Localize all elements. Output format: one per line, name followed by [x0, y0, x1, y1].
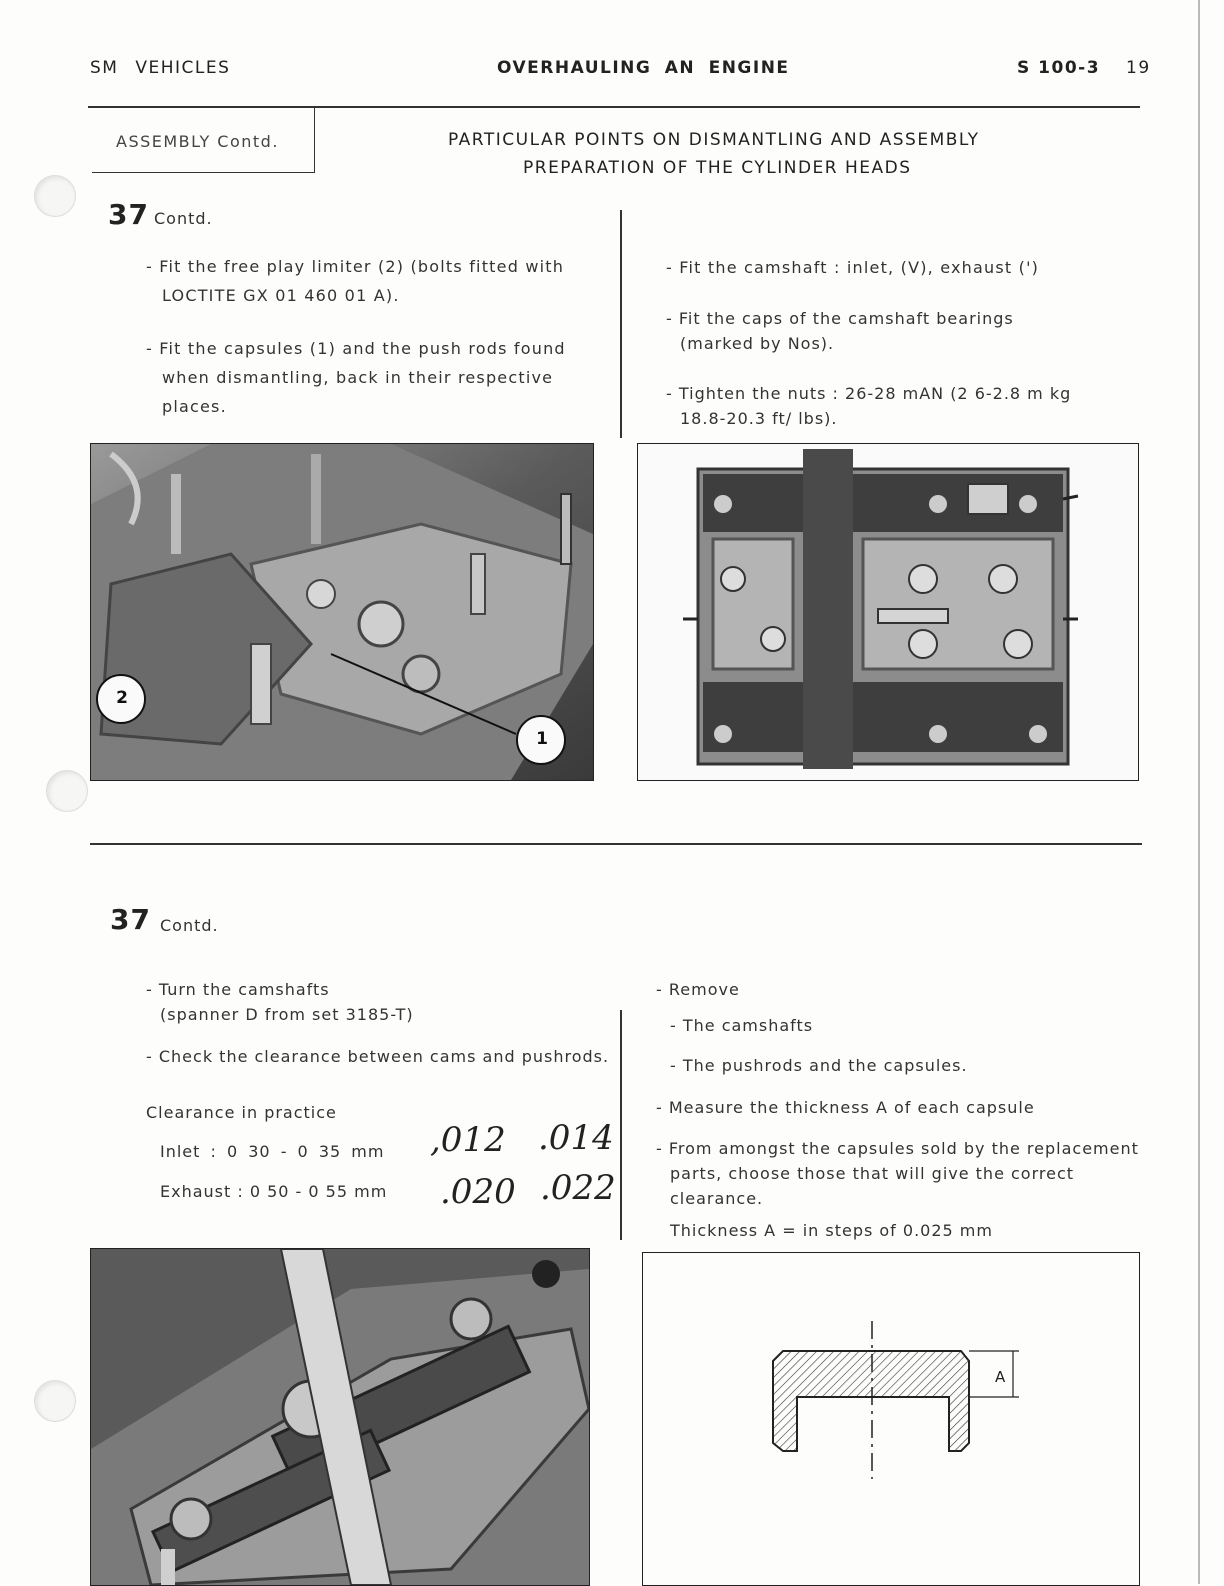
punch-hole	[34, 1380, 76, 1422]
instruction-line: parts, choose those that will give the correct	[670, 1164, 1075, 1183]
engine-photo-graphic	[91, 444, 593, 780]
punch-hole	[46, 770, 88, 812]
instruction-line: - From amongst the capsules sold by the replacement	[656, 1139, 1139, 1158]
instruction-line: clearance.	[670, 1189, 764, 1208]
instruction-item	[666, 306, 1014, 356]
engine-photo-capsules	[90, 443, 594, 781]
step-contd: Contd.	[154, 209, 213, 228]
handwritten-note: .014	[538, 1118, 614, 1158]
column-divider	[620, 1010, 622, 1240]
instruction-line: 18.8-20.3 ft/ lbs).	[680, 409, 838, 428]
instruction-item	[666, 381, 1071, 431]
handwritten-note: .022	[540, 1168, 616, 1208]
instruction-line: - Fit the capsules (1) and the push rods found	[146, 339, 566, 358]
header-page: 19	[1126, 58, 1151, 78]
right-page-edge	[1198, 0, 1200, 1584]
instruction-line: - Turn the camshafts	[146, 980, 330, 999]
instruction-line: (spanner D from set 3185-T)	[160, 1005, 414, 1024]
instruction-measure: - Measure the thickness A of each capsule	[656, 1098, 1035, 1117]
instruction-line: LOCTITE GX 01 460 01 A).	[162, 286, 400, 305]
header-ref: S 100-3	[1017, 58, 1101, 78]
instruction-line: - Fit the free play limiter (2) (bolts fitted with	[146, 257, 565, 276]
dimension-label-a: A	[995, 1368, 1006, 1386]
camshaft-turning-photo	[90, 1248, 590, 1586]
capsule-thickness-diagram	[642, 1252, 1140, 1586]
step-number: 37	[108, 198, 149, 231]
instruction-line: - Tighten the nuts : 26-28 mAN (2 6-2.8 m kg	[666, 384, 1072, 403]
capsule-diagram-graphic	[643, 1253, 1139, 1585]
cylinder-head-graphic	[638, 444, 1138, 780]
section-box-label: ASSEMBLY Contd.	[116, 132, 279, 151]
step-contd: Contd.	[160, 916, 219, 935]
instruction-sub: - The pushrods and the capsules.	[670, 1056, 968, 1075]
header-center: OVERHAULING AN ENGINE	[497, 58, 790, 78]
instruction-line: - Fit the caps of the camshaft bearings	[666, 309, 1014, 328]
callout-1: 1	[536, 729, 548, 749]
instruction-item	[146, 1044, 609, 1069]
instruction-item	[146, 252, 564, 310]
instruction-line: (marked by Nos).	[680, 334, 835, 353]
cylinder-head-photo	[637, 443, 1139, 781]
handwritten-note: .020	[440, 1172, 516, 1212]
section-divider-rule	[90, 843, 1142, 845]
camshaft-photo-graphic	[91, 1249, 589, 1585]
instruction-item	[146, 977, 414, 1027]
instruction-item	[146, 334, 566, 421]
punch-hole	[34, 175, 76, 217]
clearance-exhaust: Exhaust : 0 50 - 0 55 mm	[160, 1182, 388, 1201]
section-box	[92, 108, 315, 173]
column-divider	[620, 210, 622, 438]
clearance-inlet: Inlet : 0 30 - 0 35 mm	[160, 1142, 385, 1161]
instruction-line: places.	[162, 397, 227, 416]
instruction-remove: - Remove	[656, 980, 740, 999]
page-title-line2: PREPARATION OF THE CYLINDER HEADS	[523, 158, 912, 178]
instruction-line: - Fit the camshaft : inlet, (V), exhaust (')	[666, 258, 1040, 277]
header-left: SM VEHICLES	[90, 58, 231, 78]
instruction-line: when dismantling, back in their respective	[162, 368, 554, 387]
handwritten-note: ,012	[430, 1120, 506, 1160]
instruction-item	[656, 1136, 1139, 1211]
callout-2: 2	[116, 688, 128, 708]
instruction-sub: - The camshafts	[670, 1016, 814, 1035]
page-title-line1: PARTICULAR POINTS ON DISMANTLING AND ASSEMBLY	[448, 130, 980, 150]
instruction-item	[666, 253, 1039, 282]
step-number: 37	[110, 903, 151, 936]
instruction-line: - Check the clearance between cams and pushrods.	[146, 1047, 610, 1066]
thickness-note: Thickness A = in steps of 0.025 mm	[670, 1221, 993, 1240]
clearance-heading: Clearance in practice	[146, 1103, 337, 1122]
